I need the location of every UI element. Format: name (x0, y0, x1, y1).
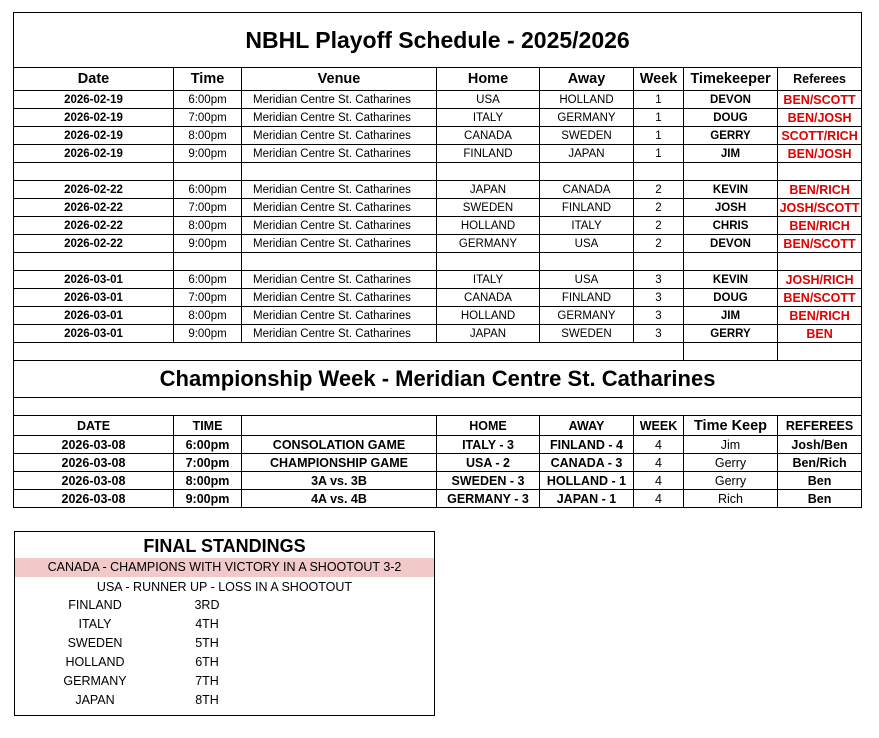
champ-game-time: 6:00pm (174, 436, 242, 454)
champ-game-timekeeper: Gerry (684, 454, 778, 472)
game-time: 9:00pm (174, 325, 242, 343)
col-header-date: Date (14, 68, 174, 91)
game-row (14, 181, 862, 199)
game-away: FINLAND (540, 289, 634, 307)
game-date: 2026-02-19 (14, 91, 174, 109)
spacer-cell (778, 253, 862, 271)
game-row (14, 325, 862, 343)
game-week: 2 (634, 199, 684, 217)
game-venue: Meridian Centre St. Catharines (242, 271, 437, 289)
game-row (14, 127, 862, 145)
standing-team: JAPAN (75, 693, 115, 707)
game-timekeeper: JIM (684, 145, 778, 163)
game-away: HOLLAND (540, 91, 634, 109)
champ-col-header-home: HOME (437, 416, 540, 436)
champ-game-referees: Ben (778, 472, 862, 490)
game-date: 2026-02-19 (14, 127, 174, 145)
champ-game-date: 2026-03-08 (14, 454, 174, 472)
schedule-header-row (14, 68, 862, 91)
game-week: 1 (634, 91, 684, 109)
game-row (14, 235, 862, 253)
spacer-cell (14, 343, 684, 361)
game-home: ITALY (437, 109, 540, 127)
game-timekeeper: GERRY (684, 127, 778, 145)
spacer-cell (634, 163, 684, 181)
game-date: 2026-03-01 (14, 325, 174, 343)
standing-place: 7TH (195, 674, 219, 688)
standing-row (15, 634, 434, 653)
game-row (14, 145, 862, 163)
spacer-cell (174, 253, 242, 271)
spacer-row (14, 343, 862, 361)
game-timekeeper: GERRY (684, 325, 778, 343)
champ-game-week: 4 (634, 472, 684, 490)
champ-game-away: HOLLAND - 1 (540, 472, 634, 490)
game-timekeeper: KEVIN (684, 181, 778, 199)
champ-game-timekeeper: Gerry (684, 472, 778, 490)
game-home: CANADA (437, 289, 540, 307)
game-referees: BEN/RICH (778, 181, 862, 199)
game-home: SWEDEN (437, 199, 540, 217)
col-header-timekeeper: Timekeeper (684, 68, 778, 91)
game-time: 7:00pm (174, 289, 242, 307)
spacer-cell (684, 163, 778, 181)
game-home: USA (437, 91, 540, 109)
standing-place: 8TH (195, 693, 219, 707)
standing-team: GERMANY (63, 674, 127, 688)
game-week: 1 (634, 145, 684, 163)
game-venue: Meridian Centre St. Catharines (242, 235, 437, 253)
spacer-cell (174, 163, 242, 181)
game-away: USA (540, 235, 634, 253)
game-away: SWEDEN (540, 325, 634, 343)
game-row (14, 91, 862, 109)
game-referees: BEN/RICH (778, 307, 862, 325)
game-time: 8:00pm (174, 127, 242, 145)
standings-title: FINAL STANDINGS (143, 536, 306, 556)
game-week: 1 (634, 127, 684, 145)
game-date: 2026-02-19 (14, 109, 174, 127)
game-week: 2 (634, 235, 684, 253)
champ-game-away: JAPAN - 1 (540, 490, 634, 508)
game-away: SWEDEN (540, 127, 634, 145)
spacer-cell (684, 253, 778, 271)
champ-col-header-time: TIME (174, 416, 242, 436)
game-timekeeper: DOUG (684, 109, 778, 127)
champ-game-away: CANADA - 3 (540, 454, 634, 472)
spacer-cell (634, 253, 684, 271)
spacer-row (14, 398, 862, 416)
spacer-cell (540, 253, 634, 271)
game-venue: Meridian Centre St. Catharines (242, 325, 437, 343)
game-date: 2026-03-01 (14, 307, 174, 325)
game-referees: BEN/JOSH (778, 109, 862, 127)
champ-game-referees: Josh/Ben (778, 436, 862, 454)
champ-game-week: 4 (634, 454, 684, 472)
game-date: 2026-02-22 (14, 199, 174, 217)
game-referees: BEN/RICH (778, 217, 862, 235)
standing-row (15, 653, 434, 672)
standing-team: SWEDEN (67, 636, 123, 650)
champ-game-time: 7:00pm (174, 454, 242, 472)
game-time: 6:00pm (174, 91, 242, 109)
championship-game-row (14, 472, 862, 490)
champ-game-date: 2026-03-08 (14, 436, 174, 454)
champ-game-time: 9:00pm (174, 490, 242, 508)
champ-col-header-game (242, 416, 437, 436)
game-away: GERMANY (540, 307, 634, 325)
game-time: 6:00pm (174, 181, 242, 199)
championship-title: Championship Week - Meridian Centre St. Catharines (14, 361, 862, 398)
champ-game-referees: Ben (778, 490, 862, 508)
col-header-home: Home (437, 68, 540, 91)
game-date: 2026-02-22 (14, 235, 174, 253)
champ-game-home: ITALY - 3 (437, 436, 540, 454)
champ-game-name: 3A vs. 3B (242, 472, 437, 490)
game-venue: Meridian Centre St. Catharines (242, 127, 437, 145)
game-week: 2 (634, 217, 684, 235)
champ-game-timekeeper: Jim (684, 436, 778, 454)
championship-game-row (14, 436, 862, 454)
champ-col-header-timekeep: Time Keep (684, 416, 778, 436)
spacer-cell (14, 163, 174, 181)
game-home: CANADA (437, 127, 540, 145)
game-time: 7:00pm (174, 199, 242, 217)
game-timekeeper: CHRIS (684, 217, 778, 235)
game-row (14, 217, 862, 235)
standing-row (15, 615, 434, 634)
spacer-cell (684, 343, 778, 361)
game-referees: JOSH/RICH (778, 271, 862, 289)
champ-col-header-referees: REFEREES (778, 416, 862, 436)
champ-game-home: SWEDEN - 3 (437, 472, 540, 490)
game-venue: Meridian Centre St. Catharines (242, 217, 437, 235)
standing-team: ITALY (78, 617, 112, 631)
champion-line: CANADA - CHAMPIONS WITH VICTORY IN A SHOOTOUT 3-2 (15, 558, 434, 577)
champ-game-date: 2026-03-08 (14, 472, 174, 490)
champ-game-name: CONSOLATION GAME (242, 436, 437, 454)
game-referees: BEN (778, 325, 862, 343)
champ-game-home: GERMANY - 3 (437, 490, 540, 508)
game-week: 3 (634, 325, 684, 343)
champ-col-header-week: WEEK (634, 416, 684, 436)
game-venue: Meridian Centre St. Catharines (242, 199, 437, 217)
game-timekeeper: KEVIN (684, 271, 778, 289)
game-referees: BEN/SCOTT (778, 289, 862, 307)
game-row (14, 109, 862, 127)
game-referees: BEN/SCOTT (778, 91, 862, 109)
standing-team: FINLAND (68, 598, 122, 612)
game-row (14, 199, 862, 217)
champ-game-home: USA - 2 (437, 454, 540, 472)
col-header-week: Week (634, 68, 684, 91)
champ-game-timekeeper: Rich (684, 490, 778, 508)
col-header-time: Time (174, 68, 242, 91)
spacer-cell (778, 163, 862, 181)
game-home: ITALY (437, 271, 540, 289)
game-week: 3 (634, 271, 684, 289)
game-time: 8:00pm (174, 217, 242, 235)
final-standings-panel (14, 531, 435, 716)
standing-row (15, 672, 434, 691)
champ-game-away: FINLAND - 4 (540, 436, 634, 454)
champ-game-name: CHAMPIONSHIP GAME (242, 454, 437, 472)
spacer-row (14, 253, 862, 271)
standing-place: 3RD (194, 598, 220, 612)
game-time: 6:00pm (174, 271, 242, 289)
standing-place: 4TH (195, 617, 219, 631)
game-home: JAPAN (437, 325, 540, 343)
game-timekeeper: DEVON (684, 91, 778, 109)
spacer-cell (14, 253, 174, 271)
spacer-cell (778, 343, 862, 361)
game-home: JAPAN (437, 181, 540, 199)
spacer-cell (437, 163, 540, 181)
champ-game-name: 4A vs. 4B (242, 490, 437, 508)
championship-game-row (14, 454, 862, 472)
game-away: CANADA (540, 181, 634, 199)
game-venue: Meridian Centre St. Catharines (242, 307, 437, 325)
game-row (14, 289, 862, 307)
game-week: 2 (634, 181, 684, 199)
runner-up-line: USA - RUNNER UP - LOSS IN A SHOOTOUT (96, 580, 353, 594)
champ-game-date: 2026-03-08 (14, 490, 174, 508)
spacer-cell (437, 253, 540, 271)
game-date: 2026-02-22 (14, 217, 174, 235)
championship-game-row (14, 490, 862, 508)
standing-place: 6TH (195, 655, 219, 669)
game-date: 2026-02-22 (14, 181, 174, 199)
game-home: HOLLAND (437, 307, 540, 325)
game-away: GERMANY (540, 109, 634, 127)
champ-game-week: 4 (634, 490, 684, 508)
standing-place: 5TH (195, 636, 219, 650)
game-away: FINLAND (540, 199, 634, 217)
game-time: 9:00pm (174, 145, 242, 163)
game-time: 8:00pm (174, 307, 242, 325)
champ-game-time: 8:00pm (174, 472, 242, 490)
game-row (14, 271, 862, 289)
standing-row (15, 691, 434, 710)
game-time: 9:00pm (174, 235, 242, 253)
spacer-cell (242, 253, 437, 271)
game-referees: JOSH/SCOTT (778, 199, 862, 217)
game-home: FINLAND (437, 145, 540, 163)
col-header-referees: Referees (778, 68, 862, 91)
game-date: 2026-03-01 (14, 289, 174, 307)
champ-col-header-away: AWAY (540, 416, 634, 436)
game-away: ITALY (540, 217, 634, 235)
game-timekeeper: DOUG (684, 289, 778, 307)
champ-game-referees: Ben/Rich (778, 454, 862, 472)
game-home: HOLLAND (437, 217, 540, 235)
game-referees: BEN/SCOTT (778, 235, 862, 253)
champ-col-header-date: DATE (14, 416, 174, 436)
spacer-row (14, 163, 862, 181)
game-venue: Meridian Centre St. Catharines (242, 109, 437, 127)
championship-header-row (14, 416, 862, 436)
champ-game-week: 4 (634, 436, 684, 454)
game-timekeeper: JOSH (684, 199, 778, 217)
game-time: 7:00pm (174, 109, 242, 127)
game-away: USA (540, 271, 634, 289)
standing-team: HOLLAND (65, 655, 125, 669)
game-timekeeper: JIM (684, 307, 778, 325)
game-referees: SCOTT/RICH (778, 127, 862, 145)
spacer-cell (242, 163, 437, 181)
game-venue: Meridian Centre St. Catharines (242, 181, 437, 199)
game-home: GERMANY (437, 235, 540, 253)
game-timekeeper: DEVON (684, 235, 778, 253)
game-date: 2026-03-01 (14, 271, 174, 289)
col-header-away: Away (540, 68, 634, 91)
standing-row (15, 596, 434, 615)
page-title: NBHL Playoff Schedule - 2025/2026 (14, 13, 862, 68)
game-row (14, 307, 862, 325)
col-header-venue: Venue (242, 68, 437, 91)
playoff-schedule-table (13, 12, 862, 508)
game-week: 3 (634, 307, 684, 325)
game-venue: Meridian Centre St. Catharines (242, 91, 437, 109)
game-referees: BEN/JOSH (778, 145, 862, 163)
game-week: 3 (634, 289, 684, 307)
game-venue: Meridian Centre St. Catharines (242, 289, 437, 307)
game-venue: Meridian Centre St. Catharines (242, 145, 437, 163)
spacer-cell (540, 163, 634, 181)
game-away: JAPAN (540, 145, 634, 163)
game-week: 1 (634, 109, 684, 127)
game-date: 2026-02-19 (14, 145, 174, 163)
